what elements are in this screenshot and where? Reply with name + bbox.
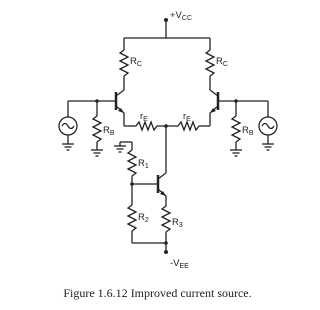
- rb-right-label: $R_B$: [242, 125, 254, 137]
- vcc-label: $+V_{CC}$: [170, 10, 193, 22]
- r1-label: $R_1$: [138, 158, 149, 170]
- ground-symbol: [114, 146, 126, 152]
- ground-symbol: [262, 144, 274, 150]
- r2-resistor: [128, 205, 136, 231]
- ground-symbol: [230, 150, 242, 156]
- re-right-resistor: [178, 122, 199, 130]
- rb-right-resistor: [232, 116, 240, 142]
- figure-caption: [0, 286, 315, 301]
- figure-number: Figure 1.6.12: [63, 286, 128, 300]
- rc-left-label: $R_C$: [130, 56, 142, 68]
- figure-title: Improved current source.: [130, 286, 252, 300]
- signal-source-left: [59, 117, 77, 135]
- r1-resistor: [128, 150, 136, 176]
- vcc-rail: [124, 18, 210, 50]
- r3-label: $R_3$: [172, 217, 183, 229]
- rc-right-label: $R_C$: [216, 56, 228, 68]
- rb-left-label: $R_B$: [103, 125, 115, 137]
- r3-resistor: [162, 206, 170, 232]
- signal-source-right: [259, 117, 277, 135]
- r2-label: $R_2$: [138, 212, 149, 224]
- re-left-resistor: [136, 122, 157, 130]
- transistor-right: [210, 90, 218, 113]
- vee-label: $-V_{EE}$: [170, 258, 189, 270]
- ground-symbol: [62, 144, 74, 150]
- ground-symbol: [91, 150, 103, 156]
- transistor-current-source: [158, 173, 166, 196]
- rc-left-resistor: [120, 50, 128, 76]
- re-left-label: $r_E$: [140, 111, 148, 123]
- rc-right-resistor: [206, 50, 214, 76]
- transistor-left: [116, 90, 124, 113]
- rb-left-resistor: [93, 116, 101, 142]
- re-right-label: $r_E$: [183, 111, 191, 123]
- vee-terminal: [164, 250, 168, 254]
